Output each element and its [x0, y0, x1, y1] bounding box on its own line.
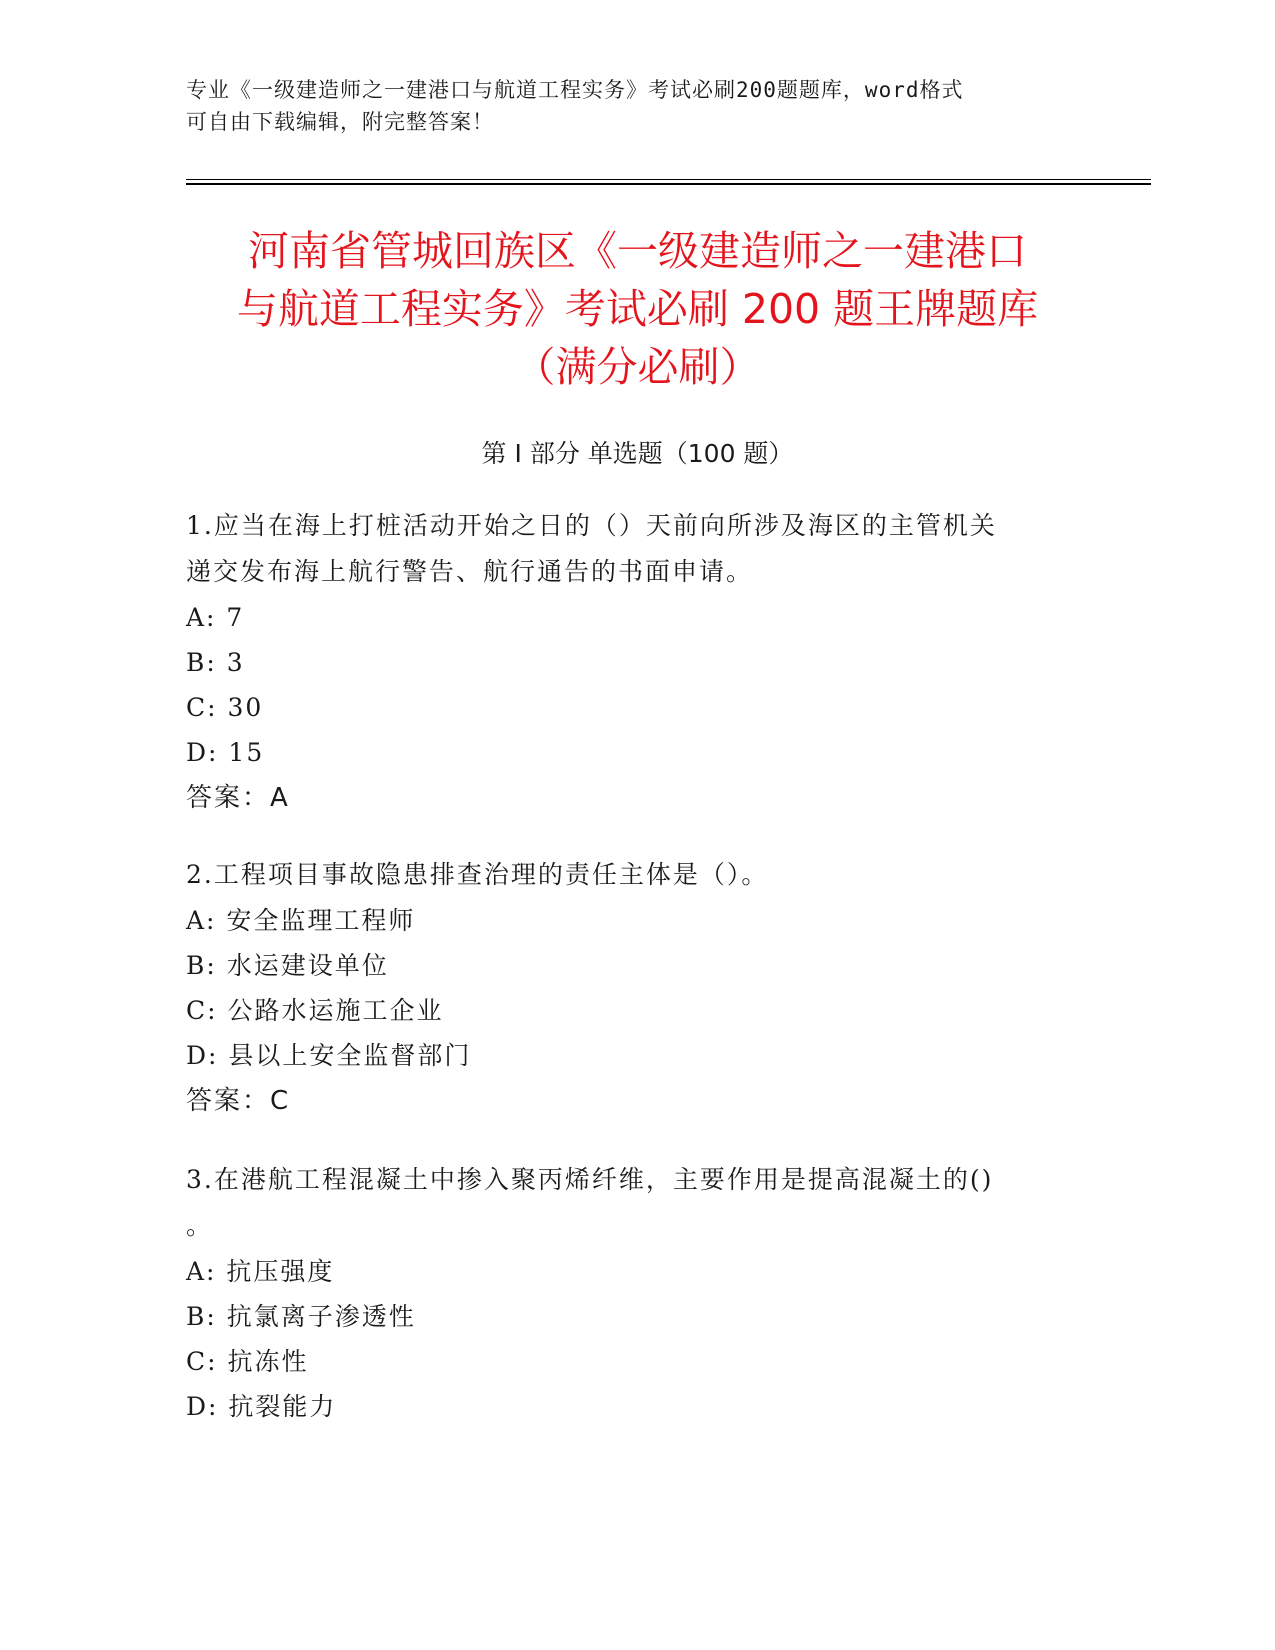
title-line-1: 河南省管城回族区《一级建造师之一建港口: [248, 227, 1027, 275]
header-divider-thick: [186, 183, 1151, 185]
title-line-3: （满分必刷）: [514, 343, 761, 391]
header-divider-thin: [186, 179, 1151, 180]
option-c: C: 30: [186, 693, 264, 722]
option-b: B: 抗氯离子渗透性: [186, 1302, 416, 1331]
title-line-2: 与航道工程实务》考试必刷 200 题王牌题库: [236, 285, 1039, 333]
question-2: [186, 852, 1066, 1124]
option-a: A: 安全监理工程师: [186, 906, 416, 935]
option-d: D: 县以上安全监督部门: [186, 1041, 472, 1070]
answer: 答案：A: [186, 783, 290, 813]
answer: 答案：C: [186, 1086, 291, 1116]
option-d: D: 抗裂能力: [186, 1392, 337, 1421]
option-c: C: 抗冻性: [186, 1347, 309, 1376]
question-stem-continued: 。: [186, 1211, 214, 1240]
question-stem: 1.应当在海上打桩活动开始之日的（）天前向所涉及海区的主管机关: [186, 511, 997, 540]
question-1: [186, 503, 1066, 821]
header-line-1: 专业《一级建造师之一建港口与航道工程实务》考试必刷200题题库，word格式: [186, 78, 964, 102]
document-header: [186, 74, 1066, 138]
question-stem: 3.在港航工程混凝土中掺入聚丙烯纤维，主要作用是提高混凝土的(): [186, 1165, 994, 1194]
question-stem: 2.工程项目事故隐患排查治理的责任主体是（）。: [186, 860, 769, 889]
option-c: C: 公路水运施工企业: [186, 996, 444, 1025]
option-b: B: 3: [186, 648, 245, 677]
question-stem-continued: 递交发布海上航行警告、航行通告的书面申请。: [186, 557, 754, 586]
option-d: D: 15: [186, 738, 265, 767]
option-a: A: 7: [186, 603, 245, 632]
option-b: B: 水运建设单位: [186, 951, 389, 980]
question-3: [186, 1157, 1066, 1429]
section-heading: 第 I 部分 单选题（100 题）: [481, 439, 794, 468]
document-title: [150, 222, 1125, 396]
option-a: A: 抗压强度: [186, 1257, 335, 1286]
header-line-2: 可自由下载编辑，附完整答案！: [186, 110, 494, 134]
